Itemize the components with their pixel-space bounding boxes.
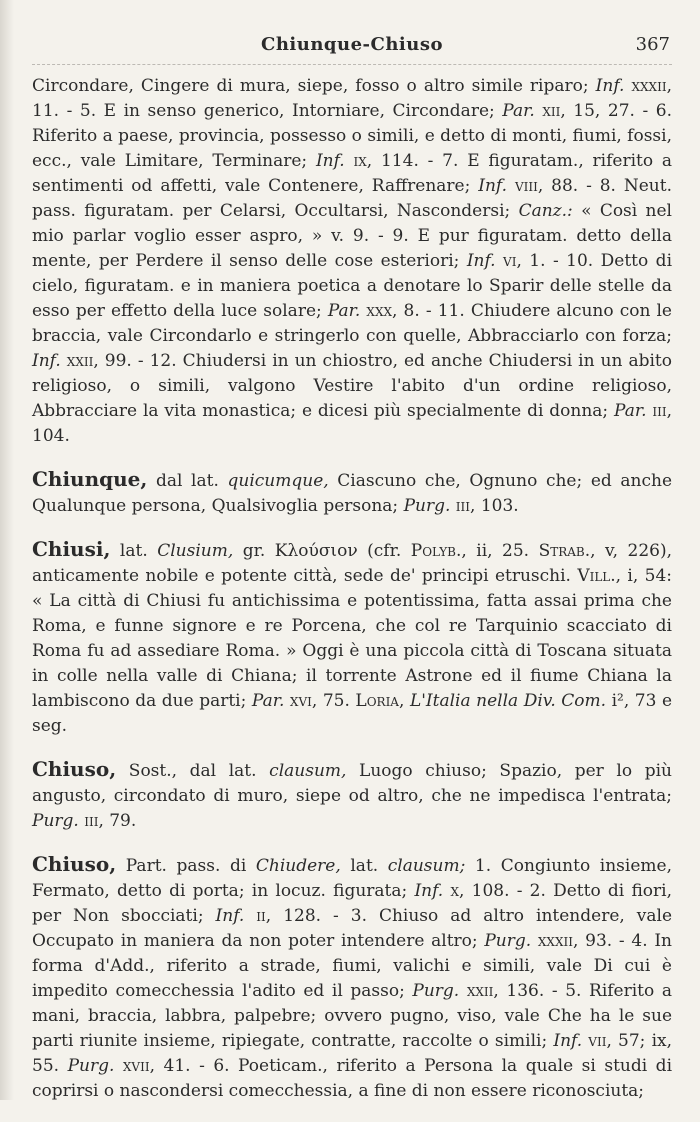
headword: Chiunque, xyxy=(32,467,148,491)
entry-text xyxy=(32,757,672,834)
citation-work: Purg. xyxy=(67,1056,115,1076)
page-number: 367 xyxy=(635,34,670,55)
citation-work: Inf. xyxy=(315,151,345,171)
citation-canto: ix xyxy=(344,151,367,171)
etymon: clausum, xyxy=(269,761,347,781)
text-run: lat. xyxy=(110,541,158,561)
entry-text xyxy=(32,537,672,739)
text-run: Ciascuno che, Ognuno che; ed anche Qualunque persona, Qualsivoglia persona; xyxy=(32,471,672,516)
page-header xyxy=(32,30,672,65)
citation-work: Purg. xyxy=(412,981,460,1001)
author-reference: Vill. xyxy=(577,566,616,586)
headword: Chiusi, xyxy=(32,537,111,561)
entry-chiusi xyxy=(32,537,672,739)
headword: Chiuso, xyxy=(32,757,117,781)
text-run: , 57; ix, 55. xyxy=(32,1031,673,1076)
text-run: Sost., dal lat. xyxy=(116,761,270,781)
citation-canto: iii xyxy=(646,401,667,421)
text-run: 1. Congiunto insieme, Fermato, detto di porta; in locuz. figurata; xyxy=(32,856,672,901)
text-run: , ii, 25. xyxy=(461,541,539,561)
text-run: , 15, 27. - 6. Riferito a paese, provincia, possesso o simili, e detto di monti, fiumi, fossi, ecc., vale Limitare, Terminare; xyxy=(32,101,672,171)
book-title: L'Italia nella Div. Com. xyxy=(409,691,607,711)
citation-work: Inf. xyxy=(466,251,496,271)
citation-canto: xxx xyxy=(360,301,393,321)
citation-work: Inf. xyxy=(215,906,245,926)
text-run: , 75. xyxy=(311,691,356,711)
citation-work: Inf. xyxy=(553,1031,583,1051)
text-run: , 79. xyxy=(98,811,137,831)
citation-canto: xvii xyxy=(114,1056,150,1076)
citation-canto: xxii xyxy=(459,981,494,1001)
etymon: clausum; xyxy=(387,856,466,876)
citation-canto: xxxii xyxy=(531,931,573,951)
citation-work: Inf. xyxy=(414,881,444,901)
entry-text xyxy=(32,74,672,449)
body-text xyxy=(32,74,672,1122)
citation-work: Par. xyxy=(251,691,285,711)
citation-canto: iii xyxy=(450,496,471,516)
entry-text xyxy=(32,467,672,519)
entry-text xyxy=(32,852,672,1104)
entry-chiunque xyxy=(32,467,672,519)
citation-canto: ii xyxy=(244,906,266,926)
entry-chiudere-continuation xyxy=(32,74,672,449)
citation-work: Par. xyxy=(327,301,361,321)
etymon: quicumque, xyxy=(227,471,329,491)
citation-canto: x xyxy=(443,881,459,901)
citation-work: Par. xyxy=(614,401,647,421)
text-run: , 128. - 3. Chiuso ad altro intendere, vale Occupato in maniera da non poter intendere altro; xyxy=(32,906,673,951)
text-run: , 104. xyxy=(32,401,672,446)
citation-work: Inf. xyxy=(478,176,508,196)
author-reference: Polyb. xyxy=(410,541,462,561)
running-head: Chiunque-Chiuso xyxy=(261,34,443,55)
citation-canto: xii xyxy=(534,101,561,121)
citation-canto: iii xyxy=(78,811,99,831)
text-run: gr. Κλούσιον (cfr. xyxy=(233,541,411,561)
cross-reference: Chiudere, xyxy=(255,856,341,876)
text-run: , i, 54: « La città di Chiusi fu antichissima e potentissima, fatta assai prima che Roma, e funne signore e re Porcena, che col re Tarquinio scacciato di Roma fu ad assediare Roma. » Oggi è una piccola città di Toscana situata in colle nella valle di Chiana; il torrente Astrone ed il fiume Chiana la lambiscono da due parti; xyxy=(32,566,672,711)
text-run: , 11. - 5. E in senso generico, Intorniare, Circondare; xyxy=(32,76,672,121)
text-run: i², 73 e seg. xyxy=(32,691,673,736)
citation-canto: xxxii xyxy=(624,76,667,96)
text-run: , 108. - 2. Detto di fiori, per Non sbocciati; xyxy=(32,881,673,926)
citation-work: Purg. xyxy=(484,931,532,951)
citation-canto: viii xyxy=(507,176,538,196)
text-run: , 99. - 12. Chiudersi in un chiostro, ed anche Chiudersi in un abito religioso, o simili, valgono Vestire l'abito d'un ordine religioso, Abbracciare la vita monastica; e dicesi più specialmente di donna; xyxy=(32,351,672,421)
text-run: , 136. - 5. Riferito a mani, braccia, labbra, palpebre; ovvero pugno, viso, vale Che ha le sue parti riunite insieme, ripiegate, contratte, raccolte o simili; xyxy=(32,981,672,1051)
text-run: dal lat. xyxy=(147,471,228,491)
citation-work: Inf. xyxy=(595,76,625,96)
citation-canto: xvi xyxy=(284,691,312,711)
text-run: , 41. - 6. Poeticam., riferito a Persona la quale si studi di coprirsi o nascondersi comecchessia, a fine di non essere riconosciuta; xyxy=(32,1056,673,1101)
citation-work: Canz.: xyxy=(518,201,573,221)
text-run: , 114. - 7. E figuratam., riferito a sentimenti od affetti, vale Contenere, Raffrenare; xyxy=(32,151,673,196)
headword: Chiuso, xyxy=(32,852,117,876)
text-run: , v, 226), anticamente nobile e potente città, sede de' principi etruschi. xyxy=(32,541,672,586)
citation-work: Inf. xyxy=(32,351,61,371)
author-reference: Strab. xyxy=(538,541,591,561)
text-run: , 8. - 11. Chiudere alcuno con le braccia, vale Circondarlo e stringerlo con quelle, Abbracciarlo con forza; xyxy=(32,301,672,346)
citation-canto: vi xyxy=(495,251,517,271)
entry-chiuso-part xyxy=(32,852,672,1104)
citation-work: Purg. xyxy=(403,496,451,516)
text-run: « Così nel mio parlar voglio esser aspro, » v. 9. - 9. E pur figuratam. detto della mente, per Perdere il senso delle cose esteriori; xyxy=(32,201,672,271)
text-run: Circondare, Cingere di mura, siepe, fosso o altro simile riparo; xyxy=(32,76,596,96)
text-run: , 88. - 8. Neut. pass. figuratam. per Celarsi, Occultarsi, Nascondersi; xyxy=(32,176,672,221)
entry-chiuso-sost xyxy=(32,757,672,834)
text-run: Luogo chiuso; Spazio, per lo più angusto, circondato di muro, siepe od altro, che ne impedisca l'entrata; xyxy=(32,761,672,806)
text-run: lat. xyxy=(340,856,388,876)
etymon: Clusium, xyxy=(157,541,234,561)
text-run: , 1. - 10. Detto di cielo, figuratam. e in maniera poetica a denotare lo Sparir delle stelle da esso per effetto della luce solare; xyxy=(32,251,673,321)
author-reference: Loria xyxy=(355,691,399,711)
text-run: , 93. - 4. In forma d'Add., riferito a strade, fiumi, valichi e simili, vale Di cui è impedito comecchessia l'adito ed il passo; xyxy=(32,931,672,1001)
citation-canto: vii xyxy=(582,1031,607,1051)
text-run: Part. pass. di xyxy=(116,856,256,876)
citation-work: Par. xyxy=(502,101,535,121)
page-gutter-shadow xyxy=(0,0,14,1100)
text-run: , 103. xyxy=(470,496,519,516)
text-run: , xyxy=(398,691,410,711)
citation-work: Purg. xyxy=(32,811,79,831)
citation-canto: xxii xyxy=(60,351,94,371)
